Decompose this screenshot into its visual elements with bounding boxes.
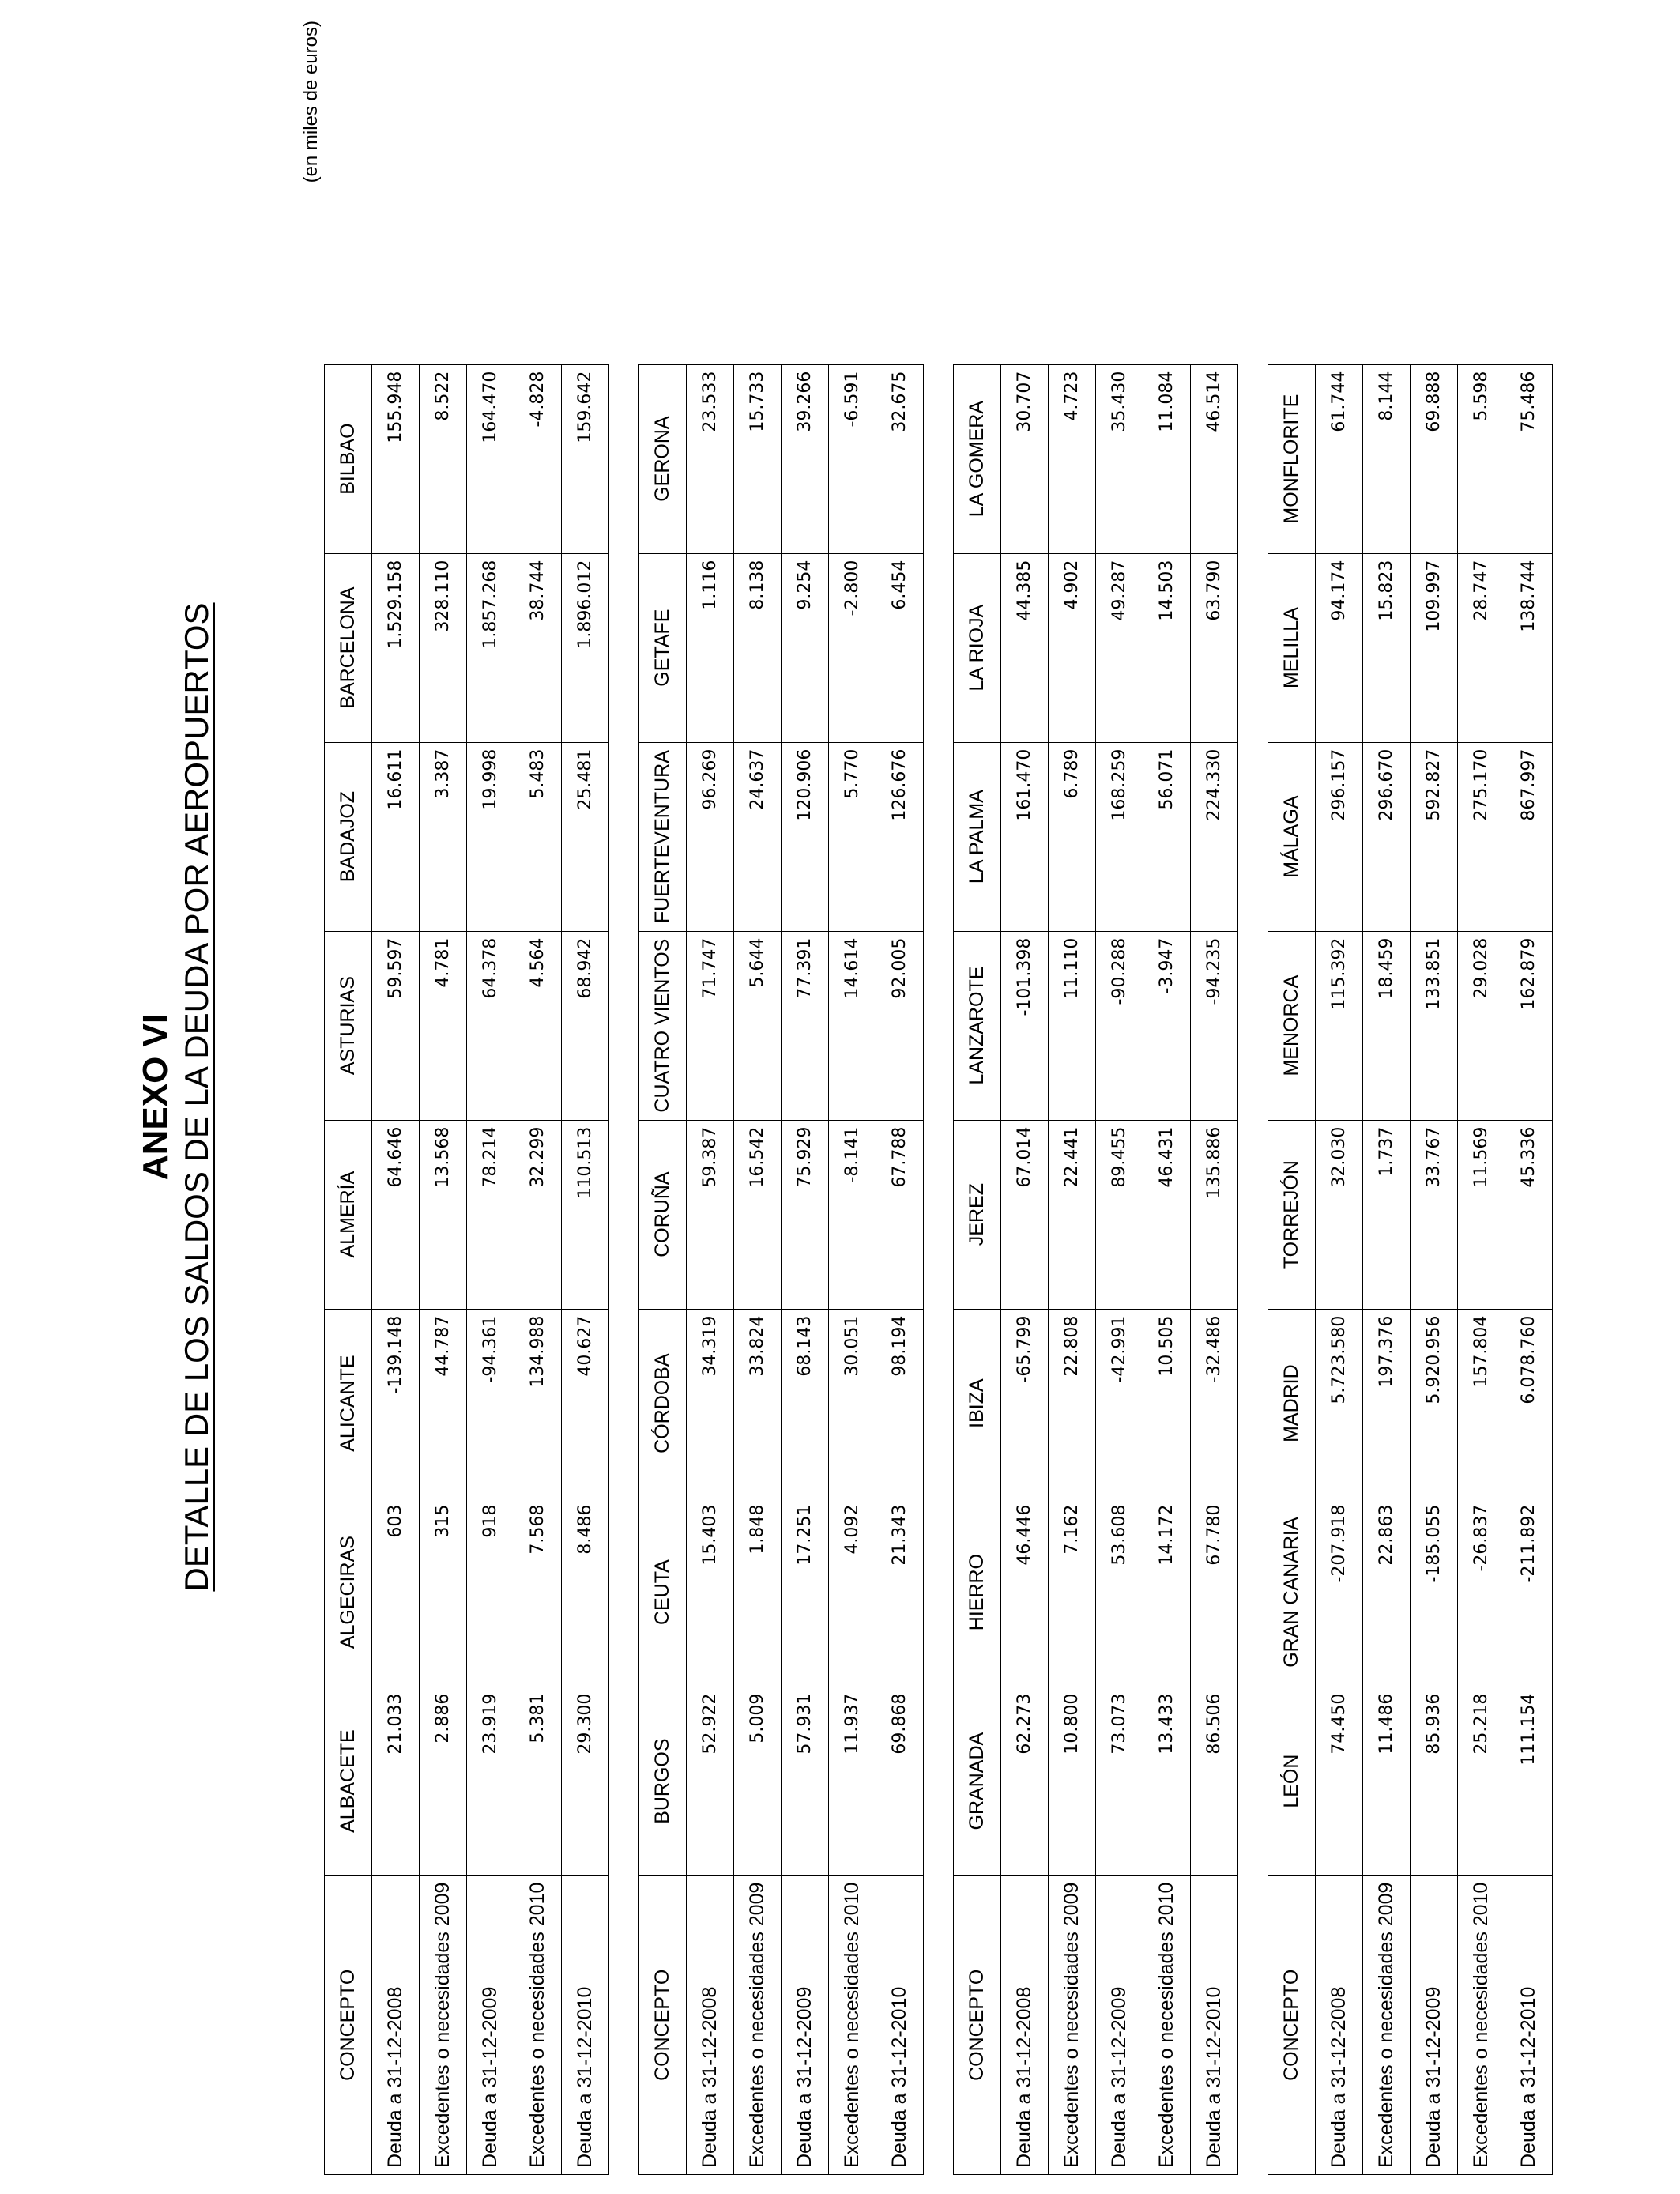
value-cell: 296.157 [1316,742,1363,931]
table-header-row [1268,364,1316,2174]
table-row [420,364,467,2174]
value-cell: 96.269 [687,742,734,931]
value-cell: 7.568 [514,1498,562,1687]
table-row [1363,364,1411,2174]
value-cell: 25.481 [562,742,609,931]
value-cell: 197.376 [1363,1309,1411,1498]
value-cell: 16.611 [372,742,420,931]
value-cell: -4.828 [514,364,562,553]
value-cell: -8.141 [829,1120,876,1309]
value-cell: 57.931 [782,1687,829,1875]
value-cell: 33.767 [1411,1120,1458,1309]
value-cell: 68.942 [562,931,609,1120]
value-cell: 115.392 [1316,931,1363,1120]
value-cell: 62.273 [1001,1687,1049,1875]
table-row [372,364,420,2174]
concept-header: CONCEPTO [1268,1875,1316,2174]
airport-header: ALBACETE [325,1687,372,1875]
value-cell: 63.790 [1191,553,1238,742]
concept-cell: Deuda a 31-12-2009 [1096,1875,1143,2174]
table-row [562,364,609,2174]
table-row [687,364,734,2174]
value-cell: 56.071 [1143,742,1191,931]
concept-cell: Deuda a 31-12-2008 [1316,1875,1363,2174]
value-cell: 2.886 [420,1687,467,1875]
value-cell: 9.254 [782,553,829,742]
value-cell: 11.569 [1458,1120,1505,1309]
value-cell: -3.947 [1143,931,1191,1120]
value-cell: 1.737 [1363,1120,1411,1309]
value-cell: 328.110 [420,553,467,742]
debt-table [324,364,609,2175]
debt-table [638,364,924,2175]
airport-header: BURGOS [639,1687,687,1875]
value-cell: 38.744 [514,553,562,742]
table-row [829,364,876,2174]
concept-cell: Deuda a 31-12-2008 [372,1875,420,2174]
value-cell: 8.486 [562,1498,609,1687]
value-cell: 134.988 [514,1309,562,1498]
airport-header: CEUTA [639,1498,687,1687]
airport-header: FUERTEVENTURA [639,742,687,931]
value-cell: -2.800 [829,553,876,742]
value-cell: 315 [420,1498,467,1687]
value-cell: 22.863 [1363,1498,1411,1687]
value-cell: 85.936 [1411,1687,1458,1875]
value-cell: 59.597 [372,931,420,1120]
value-cell: 8.522 [420,364,467,553]
table-row [1143,364,1191,2174]
table-row [1191,364,1238,2174]
unit-note: (en miles de euros) [300,21,322,183]
value-cell: 61.744 [1316,364,1363,553]
value-cell: 13.568 [420,1120,467,1309]
value-cell: -26.837 [1458,1498,1505,1687]
value-cell: 162.879 [1505,931,1553,1120]
value-cell: 126.676 [876,742,924,931]
airport-header: ALICANTE [325,1309,372,1498]
value-cell: -65.799 [1001,1309,1049,1498]
value-cell: 22.441 [1049,1120,1096,1309]
concept-cell: Excedentes o necesidades 2009 [1049,1875,1096,2174]
value-cell: 77.391 [782,931,829,1120]
airport-header: LA RIOJA [954,553,1001,742]
value-cell: 73.073 [1096,1687,1143,1875]
value-cell: 29.028 [1458,931,1505,1120]
value-cell: 25.218 [1458,1687,1505,1875]
airport-header: HIERRO [954,1498,1001,1687]
value-cell: 32.675 [876,364,924,553]
value-cell: 53.608 [1096,1498,1143,1687]
concept-header: CONCEPTO [325,1875,372,2174]
table-row [1505,364,1553,2174]
airport-header: GRAN CANARIA [1268,1498,1316,1687]
value-cell: 138.744 [1505,553,1553,742]
table-header-row [954,364,1001,2174]
value-cell: 1.857.268 [467,553,514,742]
airport-header: LANZAROTE [954,931,1001,1120]
airport-header: CÓRDOBA [639,1309,687,1498]
value-cell: 14.503 [1143,553,1191,742]
value-cell: 78.214 [467,1120,514,1309]
value-cell: 1.848 [734,1498,782,1687]
value-cell: 71.747 [687,931,734,1120]
value-cell: 86.506 [1191,1687,1238,1875]
value-cell: 21.343 [876,1498,924,1687]
value-cell: 30.707 [1001,364,1049,553]
table-row [1001,364,1049,2174]
airport-header: CORUÑA [639,1120,687,1309]
value-cell: -101.398 [1001,931,1049,1120]
value-cell: 135.886 [1191,1120,1238,1309]
value-cell: -94.235 [1191,931,1238,1120]
page-subtitle [177,0,217,2194]
value-cell: 13.433 [1143,1687,1191,1875]
value-cell: 64.378 [467,931,514,1120]
airport-header: ALGECIRAS [325,1498,372,1687]
value-cell: 22.808 [1049,1309,1096,1498]
value-cell: 46.514 [1191,364,1238,553]
table-row [1316,364,1363,2174]
value-cell: 32.299 [514,1120,562,1309]
value-cell: 3.387 [420,742,467,931]
value-cell: 46.446 [1001,1498,1049,1687]
value-cell: 21.033 [372,1687,420,1875]
value-cell: 6.454 [876,553,924,742]
value-cell: 35.430 [1096,364,1143,553]
value-cell: 867.997 [1505,742,1553,931]
value-cell: 67.780 [1191,1498,1238,1687]
value-cell: 159.642 [562,364,609,553]
table-row [734,364,782,2174]
value-cell: 4.723 [1049,364,1096,553]
value-cell: 15.733 [734,364,782,553]
table-row [1049,364,1096,2174]
concept-cell: Deuda a 31-12-2008 [1001,1875,1049,2174]
debt-table [1268,364,1553,2175]
value-cell: 39.266 [782,364,829,553]
value-cell: 133.851 [1411,931,1458,1120]
airport-header: JEREZ [954,1120,1001,1309]
value-cell: 18.459 [1363,931,1411,1120]
value-cell: 15.403 [687,1498,734,1687]
value-cell: 29.300 [562,1687,609,1875]
table-row [876,364,924,2174]
value-cell: 67.788 [876,1120,924,1309]
value-cell: 5.644 [734,931,782,1120]
table-row [1096,364,1143,2174]
value-cell: 34.319 [687,1309,734,1498]
value-cell: 74.450 [1316,1687,1363,1875]
value-cell: 64.646 [372,1120,420,1309]
airport-header: TORREJÓN [1268,1120,1316,1309]
table-header-row [639,364,687,2174]
value-cell: 49.287 [1096,553,1143,742]
value-cell: 14.614 [829,931,876,1120]
value-cell: 4.564 [514,931,562,1120]
airport-header: ASTURIAS [325,931,372,1120]
airport-header: MELILLA [1268,553,1316,742]
concept-header: CONCEPTO [954,1875,1001,2174]
value-cell: -94.361 [467,1309,514,1498]
value-cell: 5.770 [829,742,876,931]
value-cell: 4.092 [829,1498,876,1687]
value-cell: 11.084 [1143,364,1191,553]
value-cell: 5.381 [514,1687,562,1875]
table-row [1458,364,1505,2174]
value-cell: 11.486 [1363,1687,1411,1875]
value-cell: 23.533 [687,364,734,553]
value-cell: 75.929 [782,1120,829,1309]
value-cell: 5.483 [514,742,562,931]
concept-cell: Deuda a 31-12-2009 [782,1875,829,2174]
value-cell: 5.009 [734,1687,782,1875]
value-cell: 68.143 [782,1309,829,1498]
concept-cell: Excedentes o necesidades 2009 [734,1875,782,2174]
value-cell: 24.637 [734,742,782,931]
value-cell: 8.138 [734,553,782,742]
page-title: ANEXO VI [136,1013,175,1181]
value-cell: 296.670 [1363,742,1411,931]
value-cell: 1.896.012 [562,553,609,742]
concept-cell: Excedentes o necesidades 2010 [514,1875,562,2174]
concept-cell: Excedentes o necesidades 2010 [1143,1875,1191,2174]
airport-header: GERONA [639,364,687,553]
table-row [782,364,829,2174]
value-cell: 94.174 [1316,553,1363,742]
value-cell: -32.486 [1191,1309,1238,1498]
table-header-row [325,364,372,2174]
value-cell: 44.385 [1001,553,1049,742]
airport-header: MONFLORITE [1268,364,1316,553]
value-cell: 69.868 [876,1687,924,1875]
airport-header: BILBAO [325,364,372,553]
table-row [514,364,562,2174]
airport-header: CUATRO VIENTOS [639,931,687,1120]
value-cell: 23.919 [467,1687,514,1875]
concept-cell: Deuda a 31-12-2009 [467,1875,514,2174]
airport-header: GRANADA [954,1687,1001,1875]
airport-header: MÁLAGA [1268,742,1316,931]
value-cell: 98.194 [876,1309,924,1498]
value-cell: 164.470 [467,364,514,553]
airport-header: GETAFE [639,553,687,742]
value-cell: 44.787 [420,1309,467,1498]
value-cell: 28.747 [1458,553,1505,742]
value-cell: 10.800 [1049,1687,1096,1875]
value-cell: 275.170 [1458,742,1505,931]
value-cell: 59.387 [687,1120,734,1309]
value-cell: 6.078.760 [1505,1309,1553,1498]
value-cell: 11.937 [829,1687,876,1875]
value-cell: 6.789 [1049,742,1096,931]
value-cell: 120.906 [782,742,829,931]
value-cell: 19.998 [467,742,514,931]
value-cell: 33.824 [734,1309,782,1498]
value-cell: 1.529.158 [372,553,420,742]
value-cell: -207.918 [1316,1498,1363,1687]
value-cell: 30.051 [829,1309,876,1498]
value-cell: 4.781 [420,931,467,1120]
table-row [467,364,514,2174]
value-cell: 92.005 [876,931,924,1120]
value-cell: 40.627 [562,1309,609,1498]
value-cell: -42.991 [1096,1309,1143,1498]
airport-header: BADAJOZ [325,742,372,931]
airport-header: BARCELONA [325,553,372,742]
value-cell: 45.336 [1505,1120,1553,1309]
value-cell: 168.259 [1096,742,1143,931]
value-cell: -6.591 [829,364,876,553]
value-cell: 1.116 [687,553,734,742]
subtitle-text: DETALLE DE LOS SALDOS DE LA DEUDA POR AEROPUERTOS [178,602,215,1592]
concept-cell: Deuda a 31-12-2010 [562,1875,609,2174]
value-cell: -211.892 [1505,1498,1553,1687]
value-cell: -90.288 [1096,931,1143,1120]
value-cell: 46.431 [1143,1120,1191,1309]
value-cell: 5.598 [1458,364,1505,553]
airport-header: LA PALMA [954,742,1001,931]
value-cell: 918 [467,1498,514,1687]
value-cell: 14.172 [1143,1498,1191,1687]
value-cell: -185.055 [1411,1498,1458,1687]
concept-cell: Excedentes o necesidades 2010 [829,1875,876,2174]
value-cell: 8.144 [1363,364,1411,553]
value-cell: 67.014 [1001,1120,1049,1309]
concept-cell: Deuda a 31-12-2008 [687,1875,734,2174]
concept-cell: Deuda a 31-12-2009 [1411,1875,1458,2174]
value-cell: 17.251 [782,1498,829,1687]
value-cell: 89.455 [1096,1120,1143,1309]
airport-header: MENORCA [1268,931,1316,1120]
value-cell: 109.997 [1411,553,1458,742]
concept-cell: Excedentes o necesidades 2010 [1458,1875,1505,2174]
value-cell: 5.723.580 [1316,1309,1363,1498]
value-cell: 4.902 [1049,553,1096,742]
value-cell: 157.804 [1458,1309,1505,1498]
value-cell: 69.888 [1411,364,1458,553]
airport-header: LA GOMERA [954,364,1001,553]
value-cell: 5.920.956 [1411,1309,1458,1498]
value-cell: 111.154 [1505,1687,1553,1875]
concept-cell: Deuda a 31-12-2010 [876,1875,924,2174]
concept-cell: Deuda a 31-12-2010 [1191,1875,1238,2174]
value-cell: 52.922 [687,1687,734,1875]
concept-cell: Excedentes o necesidades 2009 [1363,1875,1411,2174]
value-cell: 11.110 [1049,931,1096,1120]
value-cell: 110.513 [562,1120,609,1309]
airport-header: IBIZA [954,1309,1001,1498]
value-cell: 224.330 [1191,742,1238,931]
concept-cell: Deuda a 31-12-2010 [1505,1875,1553,2174]
value-cell: 161.470 [1001,742,1049,931]
value-cell: 7.162 [1049,1498,1096,1687]
value-cell: 15.823 [1363,553,1411,742]
concept-cell: Excedentes o necesidades 2009 [420,1875,467,2174]
value-cell: 16.542 [734,1120,782,1309]
value-cell: 603 [372,1498,420,1687]
airport-header: LEÓN [1268,1687,1316,1875]
value-cell: 10.505 [1143,1309,1191,1498]
table-row [1411,364,1458,2174]
concept-header: CONCEPTO [639,1875,687,2174]
airport-header: ALMERÍA [325,1120,372,1309]
airport-header: MADRID [1268,1309,1316,1498]
value-cell: -139.148 [372,1309,420,1498]
value-cell: 32.030 [1316,1120,1363,1309]
debt-table [953,364,1238,2175]
value-cell: 75.486 [1505,364,1553,553]
value-cell: 592.827 [1411,742,1458,931]
value-cell: 155.948 [372,364,420,553]
